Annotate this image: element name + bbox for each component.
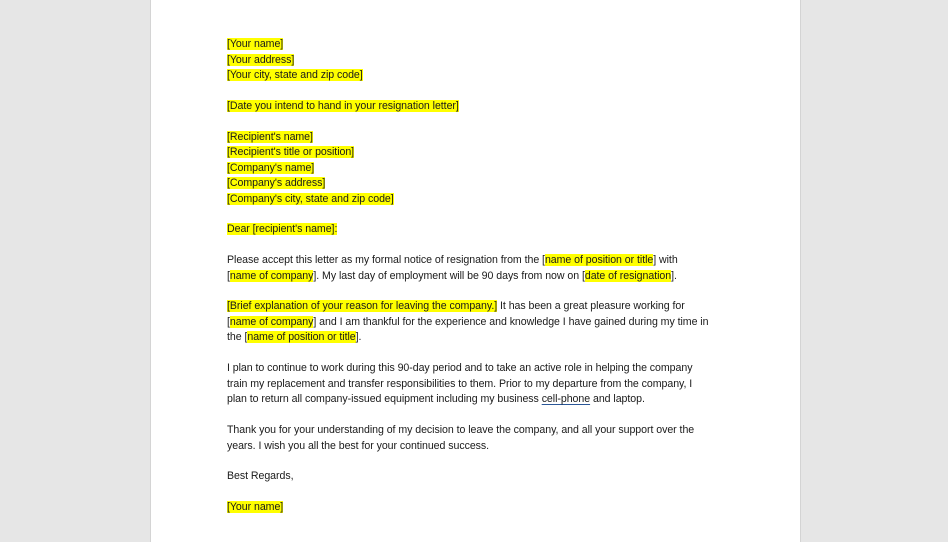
recipient-name-line	[227, 130, 739, 146]
sender-name: [Your name]	[227, 38, 284, 50]
paragraph-reason: [Brief explanation of your reason for leaving the company.] It has been a great pleasure working for [name of company] and I am thankful for the experience and knowledge I have gained during my time in the [name of position or title].	[227, 300, 709, 344]
blank-line	[227, 454, 739, 469]
date-line	[227, 99, 739, 115]
sender-name-line	[227, 37, 739, 53]
company-address: [Company's address]	[227, 177, 326, 190]
sender-address-line	[227, 53, 739, 69]
blank-line	[227, 84, 739, 99]
placeholder-company: name of company	[229, 315, 314, 328]
blank-line	[227, 114, 739, 129]
placeholder-date: date of resignation	[584, 269, 672, 282]
company-address-line	[227, 176, 739, 192]
placeholder-company: name of company	[229, 269, 314, 282]
sender-city-line	[227, 68, 739, 84]
company-name: [Company's name]	[227, 161, 315, 174]
placeholder-position: name of position or title	[247, 331, 356, 344]
paragraph-transition-plan: I plan to continue to work during this 90-day period and to take an active role in helping the company train my replacement and transfer responsibilities to them. Prior to my departure from the company, I plan to return all company-issued equipment including my business cell-phone and laptop.	[227, 362, 693, 406]
blank-line	[227, 408, 739, 423]
company-city-line	[227, 192, 739, 208]
blank-line	[227, 284, 739, 299]
recipient-name: [Recipient's name]	[227, 130, 313, 143]
spellcheck-flagged-word[interactable]: cell-phone	[541, 393, 591, 406]
blank-line	[227, 238, 739, 253]
signature: [Your name]	[227, 501, 284, 514]
paragraph-thanks: Thank you for your understanding of my decision to leave the company, and all your support over the years. I wish you all the best for your continued success.	[227, 424, 695, 452]
blank-line	[227, 207, 739, 222]
sender-address: [Your address]	[227, 53, 295, 66]
letter-date: [Date you intend to hand in your resignation letter]	[227, 99, 459, 112]
company-city-state-zip: [Company's city, state and zip code]	[227, 192, 394, 205]
recipient-title: [Recipient's title or position]	[227, 146, 355, 159]
sender-city-state-zip: [Your city, state and zip code]	[227, 69, 363, 81]
blank-line	[227, 485, 739, 500]
document-page[interactable]	[150, 0, 801, 542]
placeholder-position: name of position or title	[544, 254, 654, 267]
company-name-line	[227, 161, 739, 177]
recipient-title-line	[227, 145, 739, 161]
paragraph-resignation-notice: Please accept this letter as my formal notice of resignation from the [name of position or title] with [name of company]. My last day of employment will be 90 days from now on [date of resignation].	[227, 254, 678, 282]
closing: Best Regards,	[227, 470, 294, 483]
salutation: Dear [recipient's name]:	[227, 223, 338, 236]
blank-line	[227, 346, 739, 361]
placeholder-reason: Brief explanation of your reason for leaving the company.	[229, 300, 495, 313]
signature-line	[227, 500, 739, 516]
document-body[interactable]	[227, 37, 739, 516]
salutation-line	[227, 222, 739, 238]
